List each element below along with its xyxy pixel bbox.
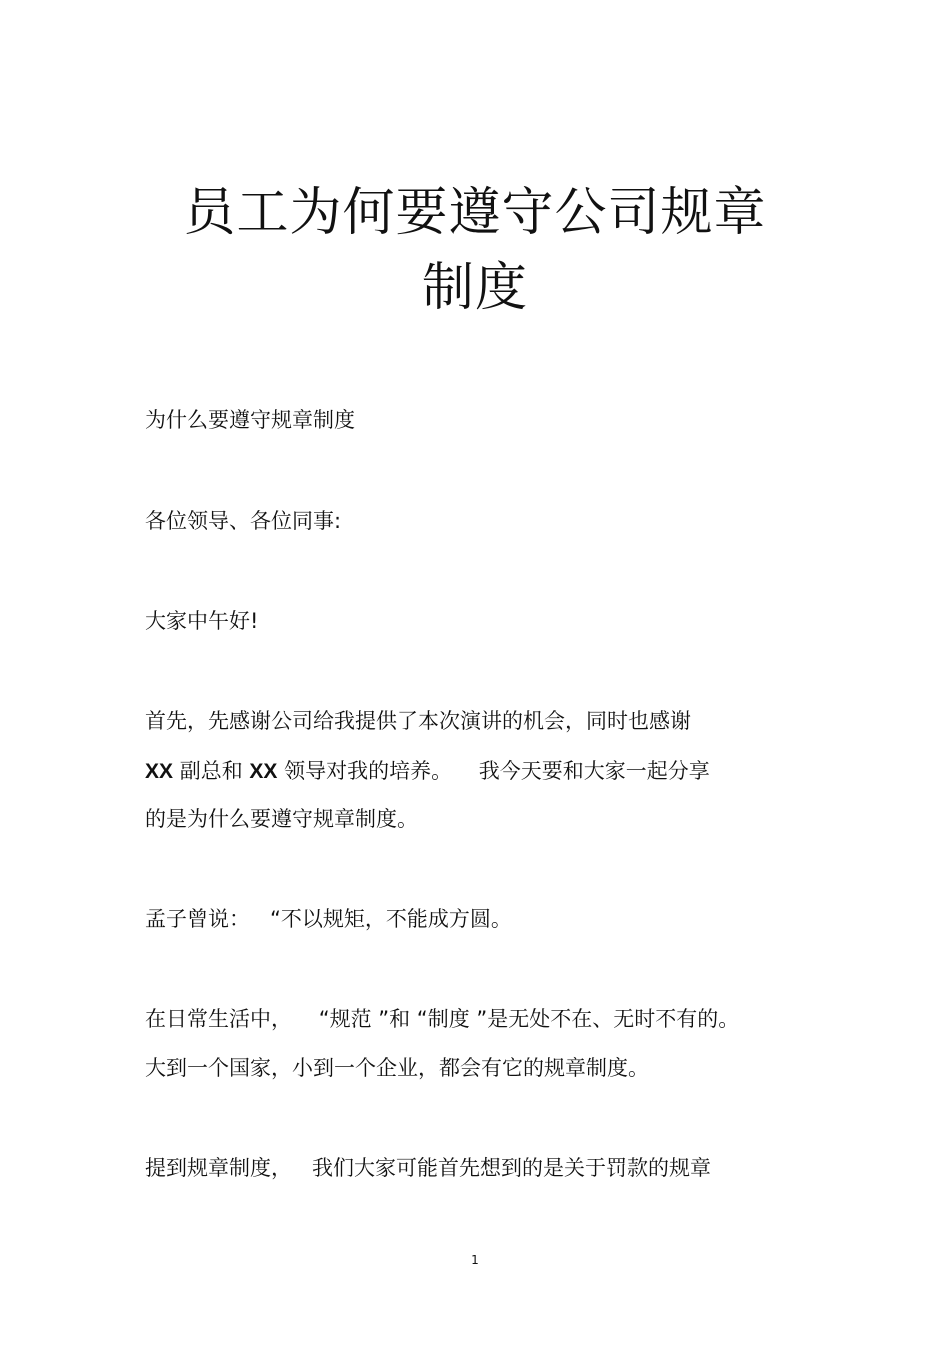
paragraph-2: 孟子曾说： “不以规矩，不能成方圆。	[145, 907, 512, 931]
placeholder-xx-1: XX	[145, 760, 174, 783]
paragraph-1-line-1: 首先，先感谢公司给我提供了本次演讲的机会，同时也感谢	[145, 709, 691, 733]
paragraph-1-text-b: 领导对我的培养。 我今天要和大家一起分享	[277, 759, 710, 783]
placeholder-xx-2: XX	[249, 760, 278, 783]
subtitle: 为什么要遵守规章制度	[145, 408, 355, 432]
greeting: 各位领导、各位同事:	[145, 509, 342, 533]
document-title-line-2: 制度	[421, 258, 528, 318]
paragraph-1-text-a: 副总和	[173, 759, 250, 783]
salutation: 大家中午好!	[145, 609, 259, 633]
document-title-line-1: 员工为何要遵守公司规章	[183, 183, 767, 243]
paragraph-1-line-3: 的是为什么要遵守规章制度。	[145, 807, 418, 831]
paragraph-1-line-2	[145, 757, 710, 786]
paragraph-3-line-2: 大到一个国家，小到一个企业，都会有它的规章制度。	[145, 1056, 649, 1080]
paragraph-3-line-1: 在日常生活中， “规范 ”和 “制度 ”是无处不在、无时不有的。	[145, 1007, 740, 1031]
page-number: 1	[471, 1253, 479, 1267]
paragraph-4: 提到规章制度， 我们大家可能首先想到的是关于罚款的规章	[145, 1156, 712, 1180]
